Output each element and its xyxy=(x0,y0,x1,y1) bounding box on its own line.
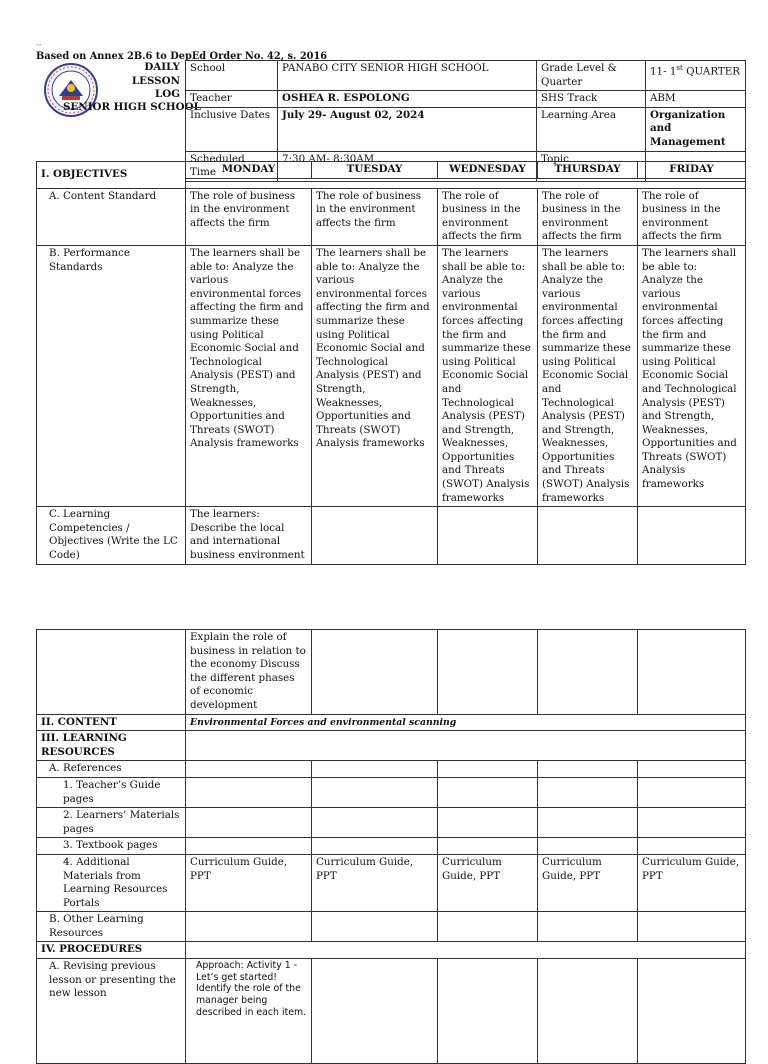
performance-standard-cell: The learners shall be able to: Analyze the various environmental forces affecting the firm and summarize these using Political Economic Social and Technological Analysis (PEST) and Strength, Weaknesses, Opportunities and Threats (SWOT) Analysis frameworks xyxy=(312,245,438,506)
competencies-cell xyxy=(438,507,538,564)
references-cell xyxy=(438,761,538,778)
grade-value-sup: st xyxy=(676,64,683,72)
page-top-mark: -- xyxy=(36,40,42,49)
section-objectives: I. OBJECTIVES xyxy=(37,162,186,189)
content-standard-cell: The role of business in the environment affects the firm xyxy=(538,188,638,245)
competencies-cell xyxy=(638,507,746,564)
day-header-friday: FRIDAY xyxy=(638,162,746,179)
dll-title-line: LESSON xyxy=(131,74,180,87)
teachers-guide-cell xyxy=(538,777,638,807)
track-value: ABM xyxy=(646,91,746,108)
revising-label: A. Revising previous lesson or presenting the new lesson xyxy=(37,959,186,1064)
additional-materials-cell: Curriculum Guide, PPT xyxy=(312,854,438,911)
learners-materials-cell xyxy=(638,808,746,838)
section-learning-resources: III. LEARNING RESOURCES xyxy=(37,731,186,761)
other-resources-cell xyxy=(438,912,538,942)
section-content: II. CONTENT xyxy=(37,714,186,731)
time-label: Scheduled Time xyxy=(186,151,278,181)
content-standard-cell: The role of business in the environment affects the firm xyxy=(312,188,438,245)
content-value: Environmental Forces and environmental scanning xyxy=(186,714,746,731)
teacher-value: OSHEA R. ESPOLONG xyxy=(278,91,537,108)
procedures-value xyxy=(186,942,746,959)
content-standard-label: A. Content Standard xyxy=(37,188,186,245)
dates-value: July 29- August 02, 2024 xyxy=(278,107,537,151)
teachers-guide-label: 1. Teacher’s Guide pages xyxy=(37,777,186,807)
other-resources-cell xyxy=(186,912,312,942)
grade-value xyxy=(646,61,746,91)
learning-resources-value xyxy=(186,731,746,761)
dates-label: Inclusive Dates xyxy=(186,107,278,151)
competencies-cell xyxy=(312,507,438,564)
objectives-spacer-row xyxy=(186,178,746,188)
learners-materials-cell xyxy=(186,808,312,838)
references-label: A. References xyxy=(37,761,186,778)
revising-monday: Approach: Activity 1 -Let’s get started! Identify the role of the manager being described in each item. xyxy=(186,959,312,1064)
textbook-cell xyxy=(538,838,638,855)
revising-cell xyxy=(638,959,746,1064)
section-procedures: IV. PROCEDURES xyxy=(37,942,186,959)
dll-title-line: LOG xyxy=(154,88,180,101)
school-label: School xyxy=(186,61,278,91)
learners-materials-label: 2. Learners’ Materials pages xyxy=(37,808,186,838)
references-cell xyxy=(186,761,312,778)
content-standard-cell: The role of business in the environment affects the firm xyxy=(438,188,538,245)
textbook-cell xyxy=(312,838,438,855)
other-resources-cell xyxy=(312,912,438,942)
day-header-tuesday: TUESDAY xyxy=(312,162,438,179)
textbook-label: 3. Textbook pages xyxy=(37,838,186,855)
references-cell xyxy=(638,761,746,778)
time-value: 7:30 AM- 8:30AM xyxy=(278,151,537,181)
teachers-guide-cell xyxy=(638,777,746,807)
revising-cell xyxy=(438,959,538,1064)
content-standard-cell: The role of business in the environment affects the firm xyxy=(638,188,746,245)
textbook-cell xyxy=(438,838,538,855)
competencies-cell xyxy=(538,507,638,564)
teacher-label: Teacher xyxy=(186,91,278,108)
content-standard-cell: The role of business in the environment affects the firm xyxy=(186,188,312,245)
school-value: PANABO CITY SENIOR HIGH SCHOOL xyxy=(278,61,537,91)
shs-label: SENIOR HIGH SCHOOL xyxy=(63,101,201,113)
day-header-monday: MONDAY xyxy=(186,162,312,179)
day-header-thursday: THURSDAY xyxy=(538,162,638,179)
dll-title-line: DAILY xyxy=(144,61,180,73)
additional-materials-cell: Curriculum Guide, PPT xyxy=(538,854,638,911)
area-label: Learning Area xyxy=(537,107,646,151)
grade-value-rest: QUARTER xyxy=(682,65,741,78)
textbook-cell xyxy=(638,838,746,855)
revising-cell xyxy=(538,959,638,1064)
grade-label: Grade Level & Quarter xyxy=(537,61,646,91)
performance-standard-cell: The learners shall be able to: Analyze the various environmental forces affecting the firm and summarize these using Political Economic Social and Technological Analysis (PEST) and Strength, Weaknesses, Opportunities and Threats (SWOT) Analysis frameworks xyxy=(638,245,746,506)
annex-reference: Based on Annex 2B.6 to DepEd Order No. 42, s. 2016 xyxy=(36,51,328,62)
competencies-cont-label xyxy=(37,630,186,715)
learners-materials-cell xyxy=(312,808,438,838)
additional-materials-cell: Curriculum Guide, PPT xyxy=(438,854,538,911)
teachers-guide-cell xyxy=(312,777,438,807)
performance-standards-label: B. Performance Standards xyxy=(37,245,186,506)
topic-label: Topic xyxy=(537,151,646,181)
resources-procedures-table xyxy=(36,629,746,1064)
objectives-table xyxy=(36,161,746,565)
competencies-cont-cell xyxy=(438,630,538,715)
competencies-cont-cell xyxy=(638,630,746,715)
references-cell xyxy=(538,761,638,778)
additional-materials-label: 4. Additional Materials from Learning Resources Portals xyxy=(37,854,186,911)
performance-standard-cell: The learners shall be able to: Analyze the various environmental forces affecting the firm and summarize these using Political Economic Social and Technological Analysis (PEST) and Strength, Weaknesses, Opportunities and Threats (SWOT) Analysis frameworks xyxy=(538,245,638,506)
learners-materials-cell xyxy=(538,808,638,838)
competencies-cont-cell xyxy=(538,630,638,715)
teachers-guide-cell xyxy=(438,777,538,807)
area-value: Organization and Management xyxy=(646,107,746,151)
day-header-wednesday: WEDNESDAY xyxy=(438,162,538,179)
performance-standard-cell: The learners shall be able to: Analyze the various environmental forces affecting the firm and summarize these using Political Economic Social and Technological Analysis (PEST) and Strength, Weaknesses, Opportunities and Threats (SWOT) Analysis frameworks xyxy=(438,245,538,506)
grade-value-main: 11- 1 xyxy=(650,65,677,78)
dll-title xyxy=(100,61,180,102)
revising-cell xyxy=(312,959,438,1064)
competencies-label: C. Learning Competencies / Objectives (Write the LC Code) xyxy=(37,507,186,564)
textbook-cell xyxy=(186,838,312,855)
competencies-cont-monday: Explain the role of business in relation to the economy Discuss the different phases of economic development xyxy=(186,630,312,715)
teachers-guide-cell xyxy=(186,777,312,807)
additional-materials-cell: Curriculum Guide, PPT xyxy=(638,854,746,911)
competencies-monday: The learners: Describe the local and international business environment xyxy=(186,507,312,564)
track-label: SHS Track xyxy=(537,91,646,108)
other-resources-cell xyxy=(638,912,746,942)
competencies-cont-cell xyxy=(312,630,438,715)
references-cell xyxy=(312,761,438,778)
additional-materials-cell: Curriculum Guide, PPT xyxy=(186,854,312,911)
other-resources-cell xyxy=(538,912,638,942)
performance-standard-cell: The learners shall be able to: Analyze the various environmental forces affecting the firm and summarize these using Political Economic Social and Technological Analysis (PEST) and Strength, Weaknesses, Opportunities and Threats (SWOT) Analysis frameworks xyxy=(186,245,312,506)
learners-materials-cell xyxy=(438,808,538,838)
other-resources-label: B. Other Learning Resources xyxy=(37,912,186,942)
